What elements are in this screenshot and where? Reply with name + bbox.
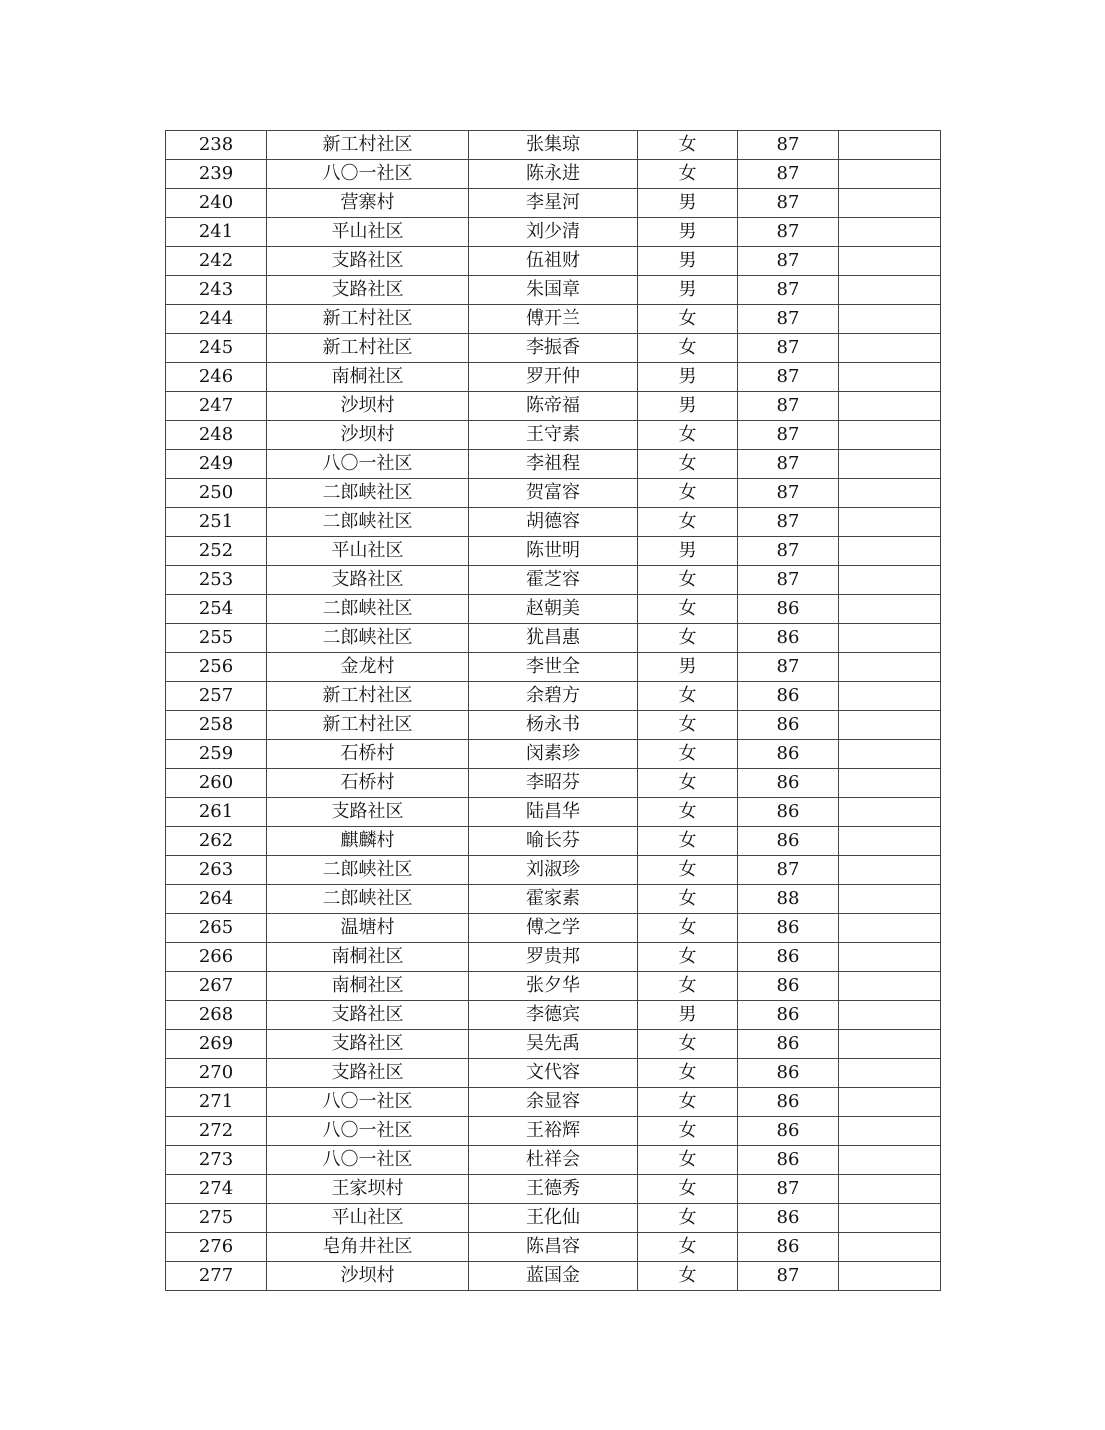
- note-cell: [839, 1059, 941, 1088]
- sex-cell: 男: [638, 218, 738, 247]
- row-number-cell: 251: [166, 508, 267, 537]
- sex-cell: 女: [638, 711, 738, 740]
- table-row: [166, 479, 941, 508]
- age-cell: 86: [738, 711, 839, 740]
- community-cell: 石桥村: [267, 740, 469, 769]
- age-cell: 87: [738, 276, 839, 305]
- age-cell: 86: [738, 1030, 839, 1059]
- community-cell: 南桐社区: [267, 972, 469, 1001]
- sex-cell: 女: [638, 624, 738, 653]
- table-row: [166, 595, 941, 624]
- age-cell: 87: [738, 450, 839, 479]
- table-row: [166, 1233, 941, 1262]
- name-cell: 文代容: [469, 1059, 638, 1088]
- sex-cell: 女: [638, 827, 738, 856]
- community-cell: 八〇一社区: [267, 1088, 469, 1117]
- note-cell: [839, 305, 941, 334]
- table-row: [166, 1204, 941, 1233]
- row-number-cell: 276: [166, 1233, 267, 1262]
- name-cell: 李世全: [469, 653, 638, 682]
- table-row: [166, 682, 941, 711]
- community-cell: 二郎峡社区: [267, 479, 469, 508]
- sex-cell: 女: [638, 1088, 738, 1117]
- row-number-cell: 269: [166, 1030, 267, 1059]
- name-cell: 罗开仲: [469, 363, 638, 392]
- table-row: [166, 450, 941, 479]
- community-cell: 二郎峡社区: [267, 885, 469, 914]
- table-row: [166, 1146, 941, 1175]
- table-row: [166, 160, 941, 189]
- table-row: [166, 972, 941, 1001]
- age-cell: 87: [738, 508, 839, 537]
- name-cell: 刘少清: [469, 218, 638, 247]
- note-cell: [839, 1117, 941, 1146]
- row-number-cell: 242: [166, 247, 267, 276]
- community-cell: 二郎峡社区: [267, 856, 469, 885]
- table-row: [166, 885, 941, 914]
- row-number-cell: 254: [166, 595, 267, 624]
- note-cell: [839, 1001, 941, 1030]
- sex-cell: 女: [638, 160, 738, 189]
- sex-cell: 女: [638, 1204, 738, 1233]
- age-cell: 86: [738, 827, 839, 856]
- name-cell: 赵朝美: [469, 595, 638, 624]
- row-number-cell: 245: [166, 334, 267, 363]
- community-cell: 新工村社区: [267, 131, 469, 160]
- community-cell: 南桐社区: [267, 943, 469, 972]
- community-cell: 皂角井社区: [267, 1233, 469, 1262]
- note-cell: [839, 334, 941, 363]
- community-cell: 沙坝村: [267, 1262, 469, 1291]
- row-number-cell: 264: [166, 885, 267, 914]
- sex-cell: 女: [638, 595, 738, 624]
- age-cell: 87: [738, 1262, 839, 1291]
- note-cell: [839, 479, 941, 508]
- community-cell: 支路社区: [267, 798, 469, 827]
- note-cell: [839, 189, 941, 218]
- table-row: [166, 769, 941, 798]
- table-row: [166, 247, 941, 276]
- sex-cell: 女: [638, 1175, 738, 1204]
- community-cell: 八〇一社区: [267, 1117, 469, 1146]
- table-row: [166, 914, 941, 943]
- community-cell: 沙坝村: [267, 421, 469, 450]
- community-cell: 二郎峡社区: [267, 508, 469, 537]
- note-cell: [839, 1088, 941, 1117]
- row-number-cell: 252: [166, 537, 267, 566]
- sex-cell: 女: [638, 914, 738, 943]
- name-cell: 杜祥会: [469, 1146, 638, 1175]
- age-cell: 86: [738, 1088, 839, 1117]
- sex-cell: 女: [638, 740, 738, 769]
- name-cell: 霍家素: [469, 885, 638, 914]
- note-cell: [839, 160, 941, 189]
- table-row: [166, 276, 941, 305]
- row-number-cell: 270: [166, 1059, 267, 1088]
- note-cell: [839, 769, 941, 798]
- table-row: [166, 508, 941, 537]
- row-number-cell: 244: [166, 305, 267, 334]
- sex-cell: 女: [638, 682, 738, 711]
- name-cell: 陈永进: [469, 160, 638, 189]
- note-cell: [839, 450, 941, 479]
- table-row: [166, 363, 941, 392]
- sex-cell: 女: [638, 1059, 738, 1088]
- name-cell: 李祖程: [469, 450, 638, 479]
- community-cell: 金龙村: [267, 653, 469, 682]
- table-row: [166, 218, 941, 247]
- age-cell: 86: [738, 914, 839, 943]
- row-number-cell: 246: [166, 363, 267, 392]
- community-cell: 石桥村: [267, 769, 469, 798]
- name-cell: 王化仙: [469, 1204, 638, 1233]
- name-cell: 余碧方: [469, 682, 638, 711]
- community-cell: 二郎峡社区: [267, 624, 469, 653]
- sex-cell: 女: [638, 479, 738, 508]
- roster-body: [166, 131, 941, 1291]
- name-cell: 喻长芬: [469, 827, 638, 856]
- community-cell: 麒麟村: [267, 827, 469, 856]
- sex-cell: 男: [638, 392, 738, 421]
- row-number-cell: 257: [166, 682, 267, 711]
- name-cell: 王德秀: [469, 1175, 638, 1204]
- note-cell: [839, 682, 941, 711]
- name-cell: 李德宾: [469, 1001, 638, 1030]
- community-cell: 支路社区: [267, 1059, 469, 1088]
- note-cell: [839, 1030, 941, 1059]
- age-cell: 87: [738, 421, 839, 450]
- table-row: [166, 711, 941, 740]
- age-cell: 87: [738, 1175, 839, 1204]
- age-cell: 86: [738, 682, 839, 711]
- name-cell: 陆昌华: [469, 798, 638, 827]
- note-cell: [839, 914, 941, 943]
- table-row: [166, 305, 941, 334]
- sex-cell: 男: [638, 653, 738, 682]
- age-cell: 86: [738, 943, 839, 972]
- age-cell: 86: [738, 1204, 839, 1233]
- table-row: [166, 798, 941, 827]
- note-cell: [839, 276, 941, 305]
- name-cell: 闵素珍: [469, 740, 638, 769]
- name-cell: 刘淑珍: [469, 856, 638, 885]
- name-cell: 李振香: [469, 334, 638, 363]
- table-row: [166, 1175, 941, 1204]
- table-row: [166, 131, 941, 160]
- age-cell: 86: [738, 798, 839, 827]
- row-number-cell: 274: [166, 1175, 267, 1204]
- row-number-cell: 262: [166, 827, 267, 856]
- table-row: [166, 537, 941, 566]
- sex-cell: 女: [638, 450, 738, 479]
- name-cell: 朱国章: [469, 276, 638, 305]
- note-cell: [839, 1262, 941, 1291]
- table-row: [166, 943, 941, 972]
- note-cell: [839, 566, 941, 595]
- row-number-cell: 273: [166, 1146, 267, 1175]
- row-number-cell: 259: [166, 740, 267, 769]
- table-row: [166, 334, 941, 363]
- sex-cell: 女: [638, 885, 738, 914]
- sex-cell: 女: [638, 305, 738, 334]
- note-cell: [839, 1204, 941, 1233]
- age-cell: 87: [738, 189, 839, 218]
- row-number-cell: 263: [166, 856, 267, 885]
- age-cell: 87: [738, 856, 839, 885]
- community-cell: 平山社区: [267, 218, 469, 247]
- name-cell: 张夕华: [469, 972, 638, 1001]
- note-cell: [839, 131, 941, 160]
- table-row: [166, 566, 941, 595]
- community-cell: 平山社区: [267, 537, 469, 566]
- row-number-cell: 255: [166, 624, 267, 653]
- table-row: [166, 1262, 941, 1291]
- roster-table: [165, 130, 941, 1291]
- row-number-cell: 249: [166, 450, 267, 479]
- note-cell: [839, 740, 941, 769]
- note-cell: [839, 885, 941, 914]
- table-row: [166, 421, 941, 450]
- sex-cell: 女: [638, 1262, 738, 1291]
- row-number-cell: 267: [166, 972, 267, 1001]
- name-cell: 贺富容: [469, 479, 638, 508]
- row-number-cell: 266: [166, 943, 267, 972]
- community-cell: 支路社区: [267, 1001, 469, 1030]
- note-cell: [839, 247, 941, 276]
- table-row: [166, 189, 941, 218]
- note-cell: [839, 856, 941, 885]
- age-cell: 87: [738, 566, 839, 595]
- age-cell: 87: [738, 160, 839, 189]
- age-cell: 86: [738, 1146, 839, 1175]
- age-cell: 86: [738, 1059, 839, 1088]
- age-cell: 86: [738, 595, 839, 624]
- sex-cell: 女: [638, 566, 738, 595]
- name-cell: 傅之学: [469, 914, 638, 943]
- row-number-cell: 243: [166, 276, 267, 305]
- note-cell: [839, 421, 941, 450]
- name-cell: 王守素: [469, 421, 638, 450]
- community-cell: 平山社区: [267, 1204, 469, 1233]
- age-cell: 87: [738, 479, 839, 508]
- note-cell: [839, 1146, 941, 1175]
- name-cell: 李星河: [469, 189, 638, 218]
- age-cell: 86: [738, 1117, 839, 1146]
- row-number-cell: 256: [166, 653, 267, 682]
- community-cell: 南桐社区: [267, 363, 469, 392]
- row-number-cell: 260: [166, 769, 267, 798]
- sex-cell: 男: [638, 363, 738, 392]
- age-cell: 86: [738, 1233, 839, 1262]
- sex-cell: 女: [638, 1233, 738, 1262]
- sex-cell: 女: [638, 1146, 738, 1175]
- age-cell: 87: [738, 131, 839, 160]
- community-cell: 二郎峡社区: [267, 595, 469, 624]
- community-cell: 支路社区: [267, 247, 469, 276]
- sex-cell: 女: [638, 972, 738, 1001]
- name-cell: 余显容: [469, 1088, 638, 1117]
- name-cell: 犹昌惠: [469, 624, 638, 653]
- row-number-cell: 238: [166, 131, 267, 160]
- age-cell: 87: [738, 305, 839, 334]
- name-cell: 张集琼: [469, 131, 638, 160]
- community-cell: 王家坝村: [267, 1175, 469, 1204]
- age-cell: 87: [738, 218, 839, 247]
- sex-cell: 女: [638, 798, 738, 827]
- row-number-cell: 261: [166, 798, 267, 827]
- community-cell: 营寨村: [267, 189, 469, 218]
- sex-cell: 女: [638, 131, 738, 160]
- row-number-cell: 277: [166, 1262, 267, 1291]
- name-cell: 胡德容: [469, 508, 638, 537]
- name-cell: 伍祖财: [469, 247, 638, 276]
- note-cell: [839, 1175, 941, 1204]
- note-cell: [839, 392, 941, 421]
- row-number-cell: 240: [166, 189, 267, 218]
- sex-cell: 男: [638, 189, 738, 218]
- row-number-cell: 271: [166, 1088, 267, 1117]
- community-cell: 支路社区: [267, 1030, 469, 1059]
- note-cell: [839, 508, 941, 537]
- sex-cell: 女: [638, 421, 738, 450]
- sex-cell: 男: [638, 537, 738, 566]
- age-cell: 87: [738, 247, 839, 276]
- row-number-cell: 241: [166, 218, 267, 247]
- row-number-cell: 250: [166, 479, 267, 508]
- age-cell: 87: [738, 363, 839, 392]
- note-cell: [839, 1233, 941, 1262]
- table-row: [166, 827, 941, 856]
- row-number-cell: 253: [166, 566, 267, 595]
- sex-cell: 男: [638, 276, 738, 305]
- name-cell: 霍芝容: [469, 566, 638, 595]
- note-cell: [839, 595, 941, 624]
- table-row: [166, 392, 941, 421]
- row-number-cell: 239: [166, 160, 267, 189]
- row-number-cell: 247: [166, 392, 267, 421]
- table-row: [166, 1030, 941, 1059]
- age-cell: 87: [738, 392, 839, 421]
- age-cell: 86: [738, 1001, 839, 1030]
- community-cell: 八〇一社区: [267, 160, 469, 189]
- age-cell: 86: [738, 740, 839, 769]
- sex-cell: 女: [638, 856, 738, 885]
- table-row: [166, 1059, 941, 1088]
- note-cell: [839, 972, 941, 1001]
- note-cell: [839, 537, 941, 566]
- table-row: [166, 1001, 941, 1030]
- row-number-cell: 265: [166, 914, 267, 943]
- sex-cell: 女: [638, 1117, 738, 1146]
- community-cell: 温塘村: [267, 914, 469, 943]
- note-cell: [839, 943, 941, 972]
- age-cell: 86: [738, 972, 839, 1001]
- community-cell: 新工村社区: [267, 682, 469, 711]
- name-cell: 杨永书: [469, 711, 638, 740]
- table-row: [166, 856, 941, 885]
- table-row: [166, 1117, 941, 1146]
- name-cell: 陈世明: [469, 537, 638, 566]
- sex-cell: 女: [638, 508, 738, 537]
- community-cell: 新工村社区: [267, 305, 469, 334]
- row-number-cell: 248: [166, 421, 267, 450]
- sex-cell: 男: [638, 247, 738, 276]
- name-cell: 罗贵邦: [469, 943, 638, 972]
- name-cell: 李昭芬: [469, 769, 638, 798]
- sex-cell: 女: [638, 1030, 738, 1059]
- sex-cell: 女: [638, 334, 738, 363]
- community-cell: 八〇一社区: [267, 450, 469, 479]
- name-cell: 王裕辉: [469, 1117, 638, 1146]
- note-cell: [839, 827, 941, 856]
- age-cell: 87: [738, 537, 839, 566]
- row-number-cell: 275: [166, 1204, 267, 1233]
- age-cell: 86: [738, 624, 839, 653]
- table-row: [166, 624, 941, 653]
- community-cell: 八〇一社区: [267, 1146, 469, 1175]
- table-row: [166, 740, 941, 769]
- sex-cell: 女: [638, 943, 738, 972]
- name-cell: 吴先禹: [469, 1030, 638, 1059]
- note-cell: [839, 653, 941, 682]
- community-cell: 新工村社区: [267, 334, 469, 363]
- sex-cell: 女: [638, 769, 738, 798]
- row-number-cell: 258: [166, 711, 267, 740]
- table-row: [166, 1088, 941, 1117]
- table-row: [166, 653, 941, 682]
- community-cell: 新工村社区: [267, 711, 469, 740]
- row-number-cell: 268: [166, 1001, 267, 1030]
- age-cell: 86: [738, 769, 839, 798]
- age-cell: 88: [738, 885, 839, 914]
- age-cell: 87: [738, 334, 839, 363]
- community-cell: 支路社区: [267, 276, 469, 305]
- row-number-cell: 272: [166, 1117, 267, 1146]
- note-cell: [839, 624, 941, 653]
- name-cell: 陈昌容: [469, 1233, 638, 1262]
- name-cell: 陈帝福: [469, 392, 638, 421]
- note-cell: [839, 218, 941, 247]
- community-cell: 沙坝村: [267, 392, 469, 421]
- sex-cell: 男: [638, 1001, 738, 1030]
- age-cell: 87: [738, 653, 839, 682]
- name-cell: 傅开兰: [469, 305, 638, 334]
- community-cell: 支路社区: [267, 566, 469, 595]
- name-cell: 蓝国金: [469, 1262, 638, 1291]
- note-cell: [839, 711, 941, 740]
- note-cell: [839, 363, 941, 392]
- note-cell: [839, 798, 941, 827]
